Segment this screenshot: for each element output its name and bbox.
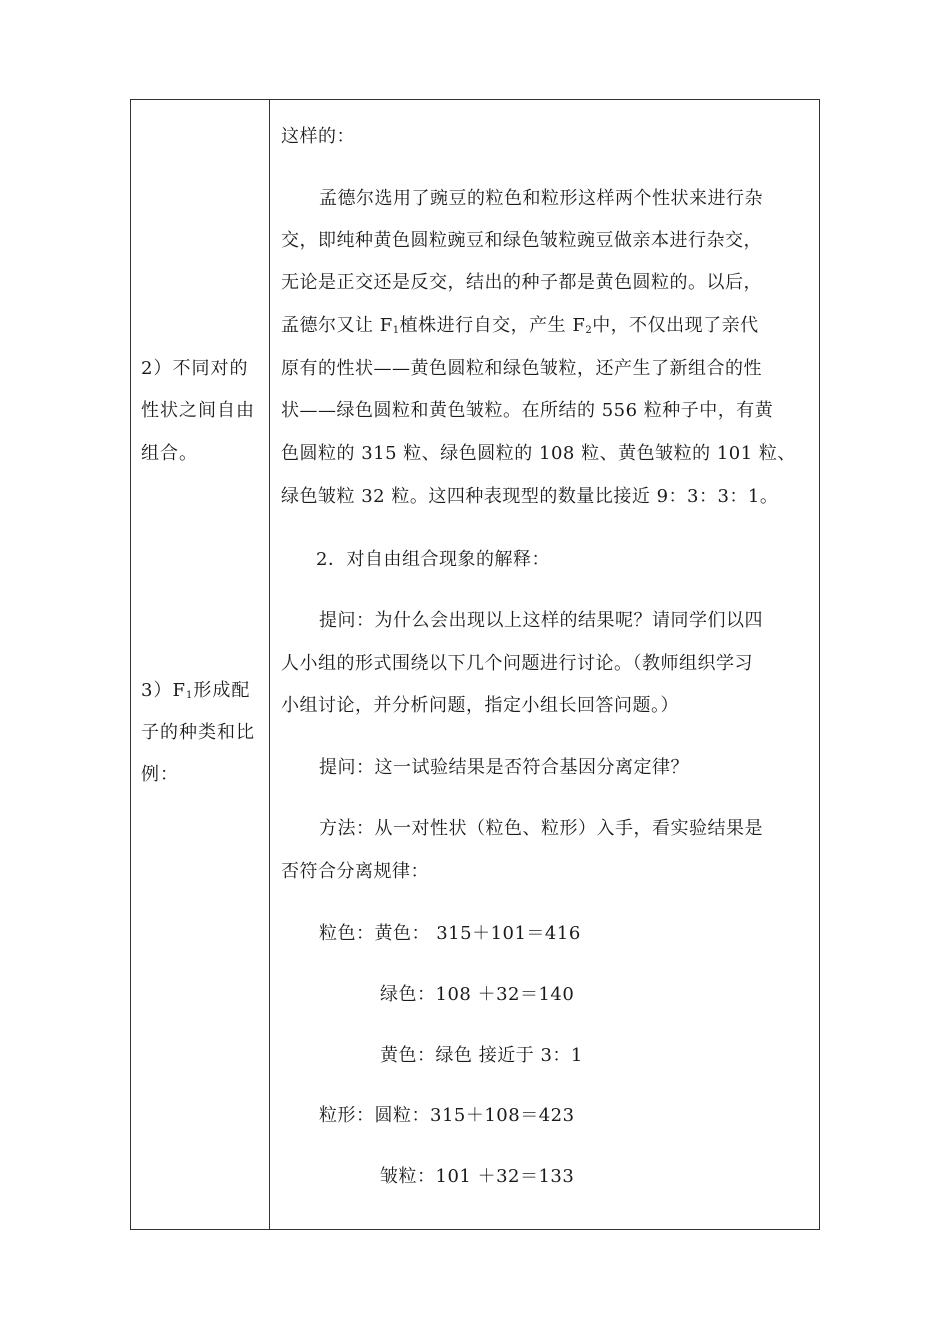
question2: 提问：这一试验结果是否符合基因分离定律？ [319, 757, 689, 778]
shape-calc-wrinkled: 皱粒：101 ＋32＝133 [380, 1166, 575, 1187]
para1-line: 孟德尔选用了豌豆的粒色和粒形这样两个性状来进行杂 [319, 188, 763, 209]
left-item2-line1: 2）不同对的 [141, 358, 249, 379]
para1-line: 色圆粒的 315 粒、绿色圆粒的 108 粒、黄色皱粒的 101 粒、 [281, 443, 796, 464]
left-item2-line3: 组合。 [141, 443, 198, 464]
para1-line: 交，即纯种黄色圆粒豌豆和绿色皱粒豌豆做亲本进行杂交， [281, 230, 762, 251]
method-line: 否符合分离规律： [281, 861, 429, 882]
column-divider [269, 100, 270, 1229]
question1-line: 人小组的形式围绕以下几个问题进行讨论。（教师组织学习 [281, 653, 753, 674]
para1-line: 孟德尔又让 $F_1$植株进行自交，产生 $F_2$中，不仅出现了亲代 [281, 315, 759, 336]
color-calc-green: 绿色：108 ＋32＝140 [380, 984, 575, 1005]
shape-calc-round: 粒形：圆粒：315＋108＝423 [319, 1105, 575, 1126]
question1-line: 小组讨论，并分析问题，指定小组长回答问题。） [281, 695, 679, 716]
lesson-table [130, 99, 820, 1230]
para1-line: 无论是正交还是反交，结出的种子都是黄色圆粒的。以后， [281, 272, 762, 293]
left-item2-line2: 性状之间自由 [141, 400, 255, 421]
intro-text: 这样的： [281, 126, 355, 147]
left-item3-line2: 子的种类和比 [141, 722, 255, 743]
section-heading: 2．对自由组合现象的解释： [316, 549, 550, 570]
para1-line: 绿色皱粒 32 粒。这四种表现型的数量比接近 9：3：3：1。 [281, 486, 779, 507]
para1-line: 原有的性状——黄色圆粒和绿色皱粒，还产生了新组合的性 [281, 358, 762, 379]
para1-line: 状——绿色圆粒和黄色皱粒。在所结的 556 粒种子中，有黄 [281, 400, 774, 421]
left-item3-line3: 例： [141, 764, 179, 785]
question1-line: 提问：为什么会出现以上这样的结果呢？请同学们以四 [319, 610, 763, 631]
color-ratio: 黄色：绿色 接近于 3：1 [380, 1045, 583, 1066]
left-item3-line1: $3)F_1$形成配 [141, 680, 251, 701]
color-calc-yellow: 粒色：黄色： 315＋101＝416 [319, 923, 581, 944]
method-line: 方法：从一对性状（粒色、粒形）入手，看实验结果是 [319, 818, 763, 839]
